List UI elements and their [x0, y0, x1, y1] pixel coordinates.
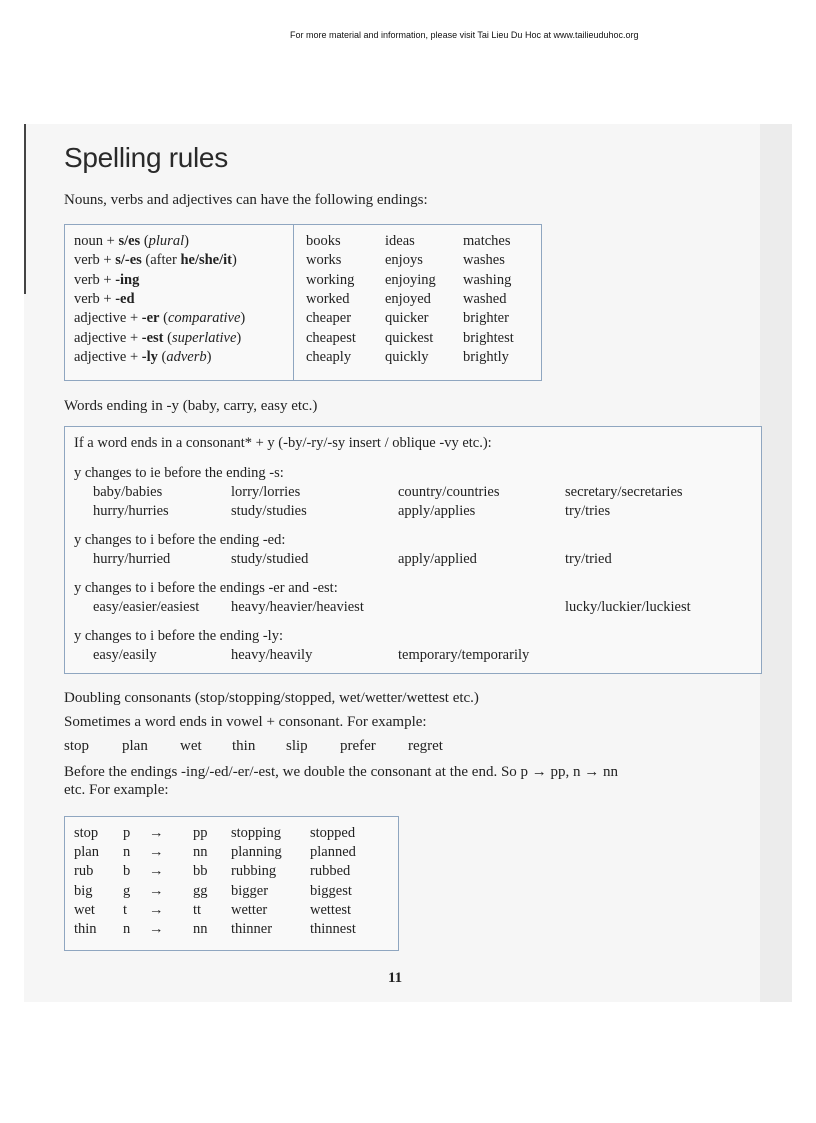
ending-example: washing: [463, 271, 512, 288]
doubling-cell: pp: [193, 825, 208, 841]
example-word: slip: [286, 738, 308, 754]
ending-example: ideas: [385, 233, 415, 249]
doubling-cell: rubbed: [310, 863, 351, 880]
ending-example: washes: [463, 252, 505, 269]
ending-example: working: [306, 271, 355, 288]
doubling-cell: thinner: [231, 921, 273, 937]
doubling-cell: →: [149, 921, 164, 937]
y-rule: y changes to i before the endings -er and -est:: [74, 580, 338, 596]
doubling-cell: →: [149, 863, 164, 880]
example-word: stop: [64, 738, 90, 754]
example-word: wet: [180, 738, 202, 754]
ending-example: enjoyed: [385, 290, 431, 307]
endings-table: [64, 224, 542, 381]
y-example: lucky/luckier/luckiest: [565, 599, 691, 615]
doubling-cell: plan: [74, 844, 99, 861]
doubling-cell: →: [149, 882, 164, 899]
y-example: country/countries: [398, 484, 500, 500]
ending-example: cheaply: [306, 348, 352, 365]
page-title: Spelling rules: [64, 142, 228, 173]
y-example: baby/babies: [93, 484, 163, 500]
doubling-cell: t: [123, 901, 128, 918]
doubling-cell: n: [123, 921, 131, 937]
ending-example: quicker: [385, 310, 429, 327]
doubling-cell: wettest: [310, 901, 352, 918]
ending-example: worked: [306, 290, 350, 307]
y-rules-box: [64, 426, 762, 674]
ending-rule: verb + -ing: [74, 271, 140, 288]
y-example: easy/easier/easiest: [93, 599, 200, 615]
doubling-table: [64, 816, 399, 951]
y-example: lorry/lorries: [231, 484, 301, 500]
y-example: hurry/hurried: [93, 551, 171, 567]
y-example: easy/easily: [93, 647, 157, 663]
doubling-cell: planning: [231, 844, 282, 861]
ending-rule: verb + -ed: [74, 290, 135, 307]
ending-example: matches: [463, 233, 511, 249]
ending-rule: adjective + -est (superlative): [74, 329, 242, 346]
y-example: secretary/secretaries: [565, 484, 683, 500]
doubling-cell: g: [123, 882, 131, 899]
book-page: [24, 124, 792, 1002]
doubling-cell: →: [149, 901, 164, 918]
page-edge-shadow: [760, 124, 792, 1002]
y-rule: y changes to ie before the ending -s:: [74, 465, 284, 481]
doubling-cell: n: [123, 844, 131, 861]
example-word: plan: [122, 738, 148, 754]
y-example: try/tries: [565, 503, 611, 519]
doubling-cell: big: [74, 882, 93, 899]
y-example: temporary/temporarily: [398, 647, 530, 663]
ending-rule: adjective + -er (comparative): [74, 310, 246, 327]
doubling-cell: thinnest: [310, 921, 356, 937]
doubling-line1: Sometimes a word ends in vowel + consonant. For example:: [64, 714, 427, 730]
y-example: study/studies: [231, 503, 307, 519]
ending-rule: adjective + -ly (adverb): [74, 348, 212, 365]
ending-example: works: [306, 252, 342, 269]
doubling-cell: rubbing: [231, 863, 277, 880]
doubling-cell: stopping: [231, 825, 281, 841]
y-intro: If a word ends in a consonant* + y (-by/-ry/-sy insert / oblique -vy etc.):: [74, 435, 492, 451]
y-example: hurry/hurries: [93, 503, 169, 519]
binding-line: [24, 124, 26, 294]
ending-example: brightest: [463, 329, 514, 346]
ending-example: quickly: [385, 348, 429, 365]
ending-example: enjoys: [385, 252, 423, 269]
table-divider: [293, 225, 294, 380]
doubling-cell: b: [123, 863, 131, 880]
y-rule: y changes to i before the ending -ly:: [74, 628, 283, 644]
doubling-cell: bigger: [231, 882, 269, 899]
example-word: prefer: [340, 738, 376, 754]
y-heading: Words ending in -y (baby, carry, easy etc.): [64, 398, 318, 414]
doubling-cell: thin: [74, 921, 97, 937]
y-rule: y changes to i before the ending -ed:: [74, 532, 286, 548]
doubling-line2: Before the endings -ing/-ed/-er/-est, we double the consonant at the end. So p → pp, n → nn: [64, 764, 619, 780]
ending-example: brightly: [463, 348, 509, 365]
y-example: heavy/heavier/heaviest: [231, 599, 364, 615]
doubling-cell: gg: [193, 882, 208, 899]
doubling-heading: Doubling consonants (stop/stopping/stopped, wet/wetter/wettest etc.): [64, 690, 479, 706]
page-number: 11: [388, 970, 403, 986]
ending-example: brighter: [463, 310, 509, 327]
ending-example: cheapest: [306, 329, 356, 346]
doubling-cell: wet: [74, 901, 95, 918]
doubling-cell: nn: [193, 921, 208, 937]
y-example: heavy/heavily: [231, 647, 313, 663]
doubling-cell: nn: [193, 844, 208, 861]
y-example: try/tried: [565, 551, 612, 567]
doubling-cell: rub: [74, 863, 94, 880]
doubling-cell: biggest: [310, 882, 352, 899]
intro-text: Nouns, verbs and adjectives can have the following endings:: [64, 192, 428, 208]
ending-rule: verb + s/-es (after he/she/it): [74, 252, 237, 269]
ending-example: quickest: [385, 329, 434, 346]
y-example: apply/applies: [398, 503, 476, 519]
doubling-cell: bb: [193, 863, 208, 880]
doubling-cell: p: [123, 825, 131, 841]
header-note: For more material and information, please visit Tai Lieu Du Hoc at www.tailieuduhoc.org: [290, 30, 639, 40]
ending-example: enjoying: [385, 271, 436, 288]
example-word: regret: [408, 738, 443, 754]
doubling-line3: etc. For example:: [64, 782, 169, 798]
doubling-cell: tt: [193, 901, 202, 918]
ending-example: cheaper: [306, 310, 352, 327]
example-word: thin: [232, 738, 256, 754]
doubling-cell: planned: [310, 844, 356, 861]
ending-example: books: [306, 233, 341, 249]
y-example: apply/applied: [398, 551, 477, 567]
doubling-cell: →: [149, 825, 164, 841]
ending-rule: noun + s/es (plural): [74, 233, 189, 249]
doubling-cell: wetter: [231, 901, 268, 918]
doubling-cell: stop: [74, 825, 99, 841]
doubling-cell: stopped: [310, 825, 356, 841]
ending-example: washed: [463, 290, 507, 307]
y-example: study/studied: [231, 551, 309, 567]
doubling-cell: →: [149, 844, 164, 861]
